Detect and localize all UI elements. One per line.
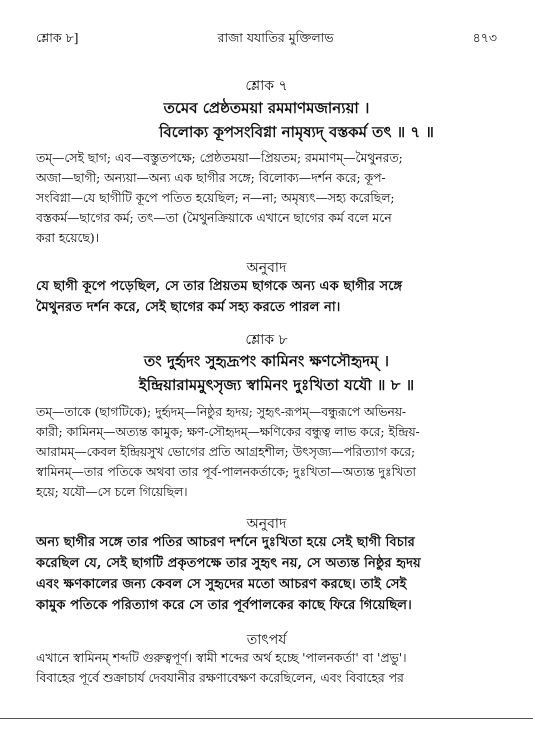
translation-8-line-4: কামুক পতিকে পরিত্যাগ করে সে তার পূর্বপালকের কাছে ফিরে গিয়েছিল। (36, 598, 412, 613)
purport-text (36, 648, 497, 688)
synonyms-7-line-5: করা হয়েছে)। (36, 231, 100, 245)
synonyms-8 (36, 402, 497, 502)
verse-7-line-2: বিলোক্য কূপসংবিগ্না নামৃষ্যদ্ বস্তকর্ম তৎ ॥ ৭ ॥ (159, 123, 434, 141)
page-number: ৪৭৩ (472, 30, 497, 45)
synonyms-8-line-4: স্বামিনম্—তার পতিকে অথবা তার পূর্ব-পালনকর্তাকে; দুঃখিতা—অত্যন্ত দুঃখিতা (36, 465, 416, 479)
translation-8-line-1: অন্য ছাগীর সঙ্গে তার পতির আচরণ দর্শনে দুঃখিতা হয়ে সেই ছাগী বিচার (36, 535, 415, 550)
purport-line-1: এখানে স্বামিনম্ শব্দটি গুরুত্বপূর্ণ। স্বামী শব্দের অর্থ হচ্ছে 'পালনকর্তা' বা 'প্রভু'। (36, 651, 407, 665)
translation-7-line-2: মৈথুনরত দর্শন করে, সেই ছাগের কর্ম সহ্য করতে পারল না। (36, 300, 341, 315)
verse-8-line-2: ইন্দ্রিয়ারামমুৎসৃজ্য স্বামিনং দুঃখিতা যযৌ ॥ ৮ ॥ (138, 376, 415, 394)
synonyms-8-line-1: তম্—তাকে (ছাগটিকে); দুর্হৃদম্—নিষ্ঠুর হৃদয়; সুহৃৎ-রূপম্—বন্ধুরূপে অভিনয়- (36, 405, 407, 419)
verse-7-line-1: তমেব প্রেষ্ঠতময়া রমমাণমজান্যয়া । (163, 99, 370, 117)
translation-7 (36, 276, 497, 318)
translation-8-heading: অনুবাদ (246, 516, 287, 532)
synonyms-7-line-3: সংবিগ্না—যে ছাগীটি কূপে পতিত হয়েছিল; ন—না; অমৃষ্যৎ—সহ্য করেছিল; (36, 191, 395, 205)
translation-8-line-2: করেছিল যে, সেই ছাগটি প্রকৃতপক্ষে তার সুহৃৎ নয়, সে অত্যন্ত নিষ্ঠুর হৃদয় (36, 556, 421, 571)
translation-8-line-3: এবং ক্ষণকালের জন্য কেবল সে সুহৃদের মতো আচরণ করছে। তাই সেই (36, 577, 407, 592)
translation-7-heading: অনুবাদ (246, 260, 287, 276)
header-chapter-title: রাজা যযাতির মুক্তিলাভ (217, 30, 334, 45)
synonyms-7-line-2: অজা—ছাগী; অন্যয়া—অন্য এক ছাগীর সঙ্গে; বিলোক্য—দর্শন করে; কূপ- (36, 171, 386, 185)
synonyms-8-line-3: আরামম্—কেবল ইন্দ্রিয়সুখ ভোগের প্রতি আগ্রহশীল; উৎসৃজ্য—পরিত্যাগ করে; (36, 445, 416, 459)
translation-7-line-1: যে ছাগী কূপে পড়েছিল, সে তার প্রিয়তম ছাগকে অন্য এক ছাগীর সঙ্গে (36, 279, 403, 294)
header-verse-ref: শ্লোক ৮] (36, 30, 79, 45)
synonyms-8-line-5: হয়ে; যযৌ—সে চলে গিয়েছিল। (36, 485, 188, 499)
purport-line-2: বিবাহের পূর্বে শুক্রাচার্য দেবযানীর রক্ষণাবেক্ষণ করেছিলেন, এবং বিবাহের পর (36, 671, 404, 685)
verse-8-line-1: তং দুর্হৃদং সুহৃদ্রূপং কামিনং ক্ষণসৌহৃদম্ । (144, 352, 389, 370)
synonyms-7-line-4: বস্তকর্ম—ছাগের কর্ম; তৎ—তা (মৈথুনক্রিয়াকে এখানে ছাগের কর্ম বলে মনে (36, 211, 392, 225)
translation-8 (36, 532, 497, 616)
synonyms-7-line-1: তম্—সেই ছাগ; এব—বস্তুতপক্ষে; প্রেষ্ঠতময়া—প্রিয়তম; রমমাণম্—মৈথুনরত; (36, 151, 403, 165)
verse-7-heading: শ্লোক ৭ (245, 78, 288, 94)
purport-heading: তাৎপর্য (246, 632, 287, 648)
page-bottom-rule (0, 718, 533, 719)
running-header (36, 30, 497, 48)
synonyms-8-line-2: কারী; কামিনম্—অত্যন্ত কামুক; ক্ষণ-সৌহৃদম্—ক্ষণিকের বন্ধুত্ব লাভ করে; ইন্দ্রিয়- (36, 425, 420, 439)
synonyms-7 (36, 148, 497, 248)
verse-8-heading: শ্লোক ৮ (245, 332, 288, 348)
